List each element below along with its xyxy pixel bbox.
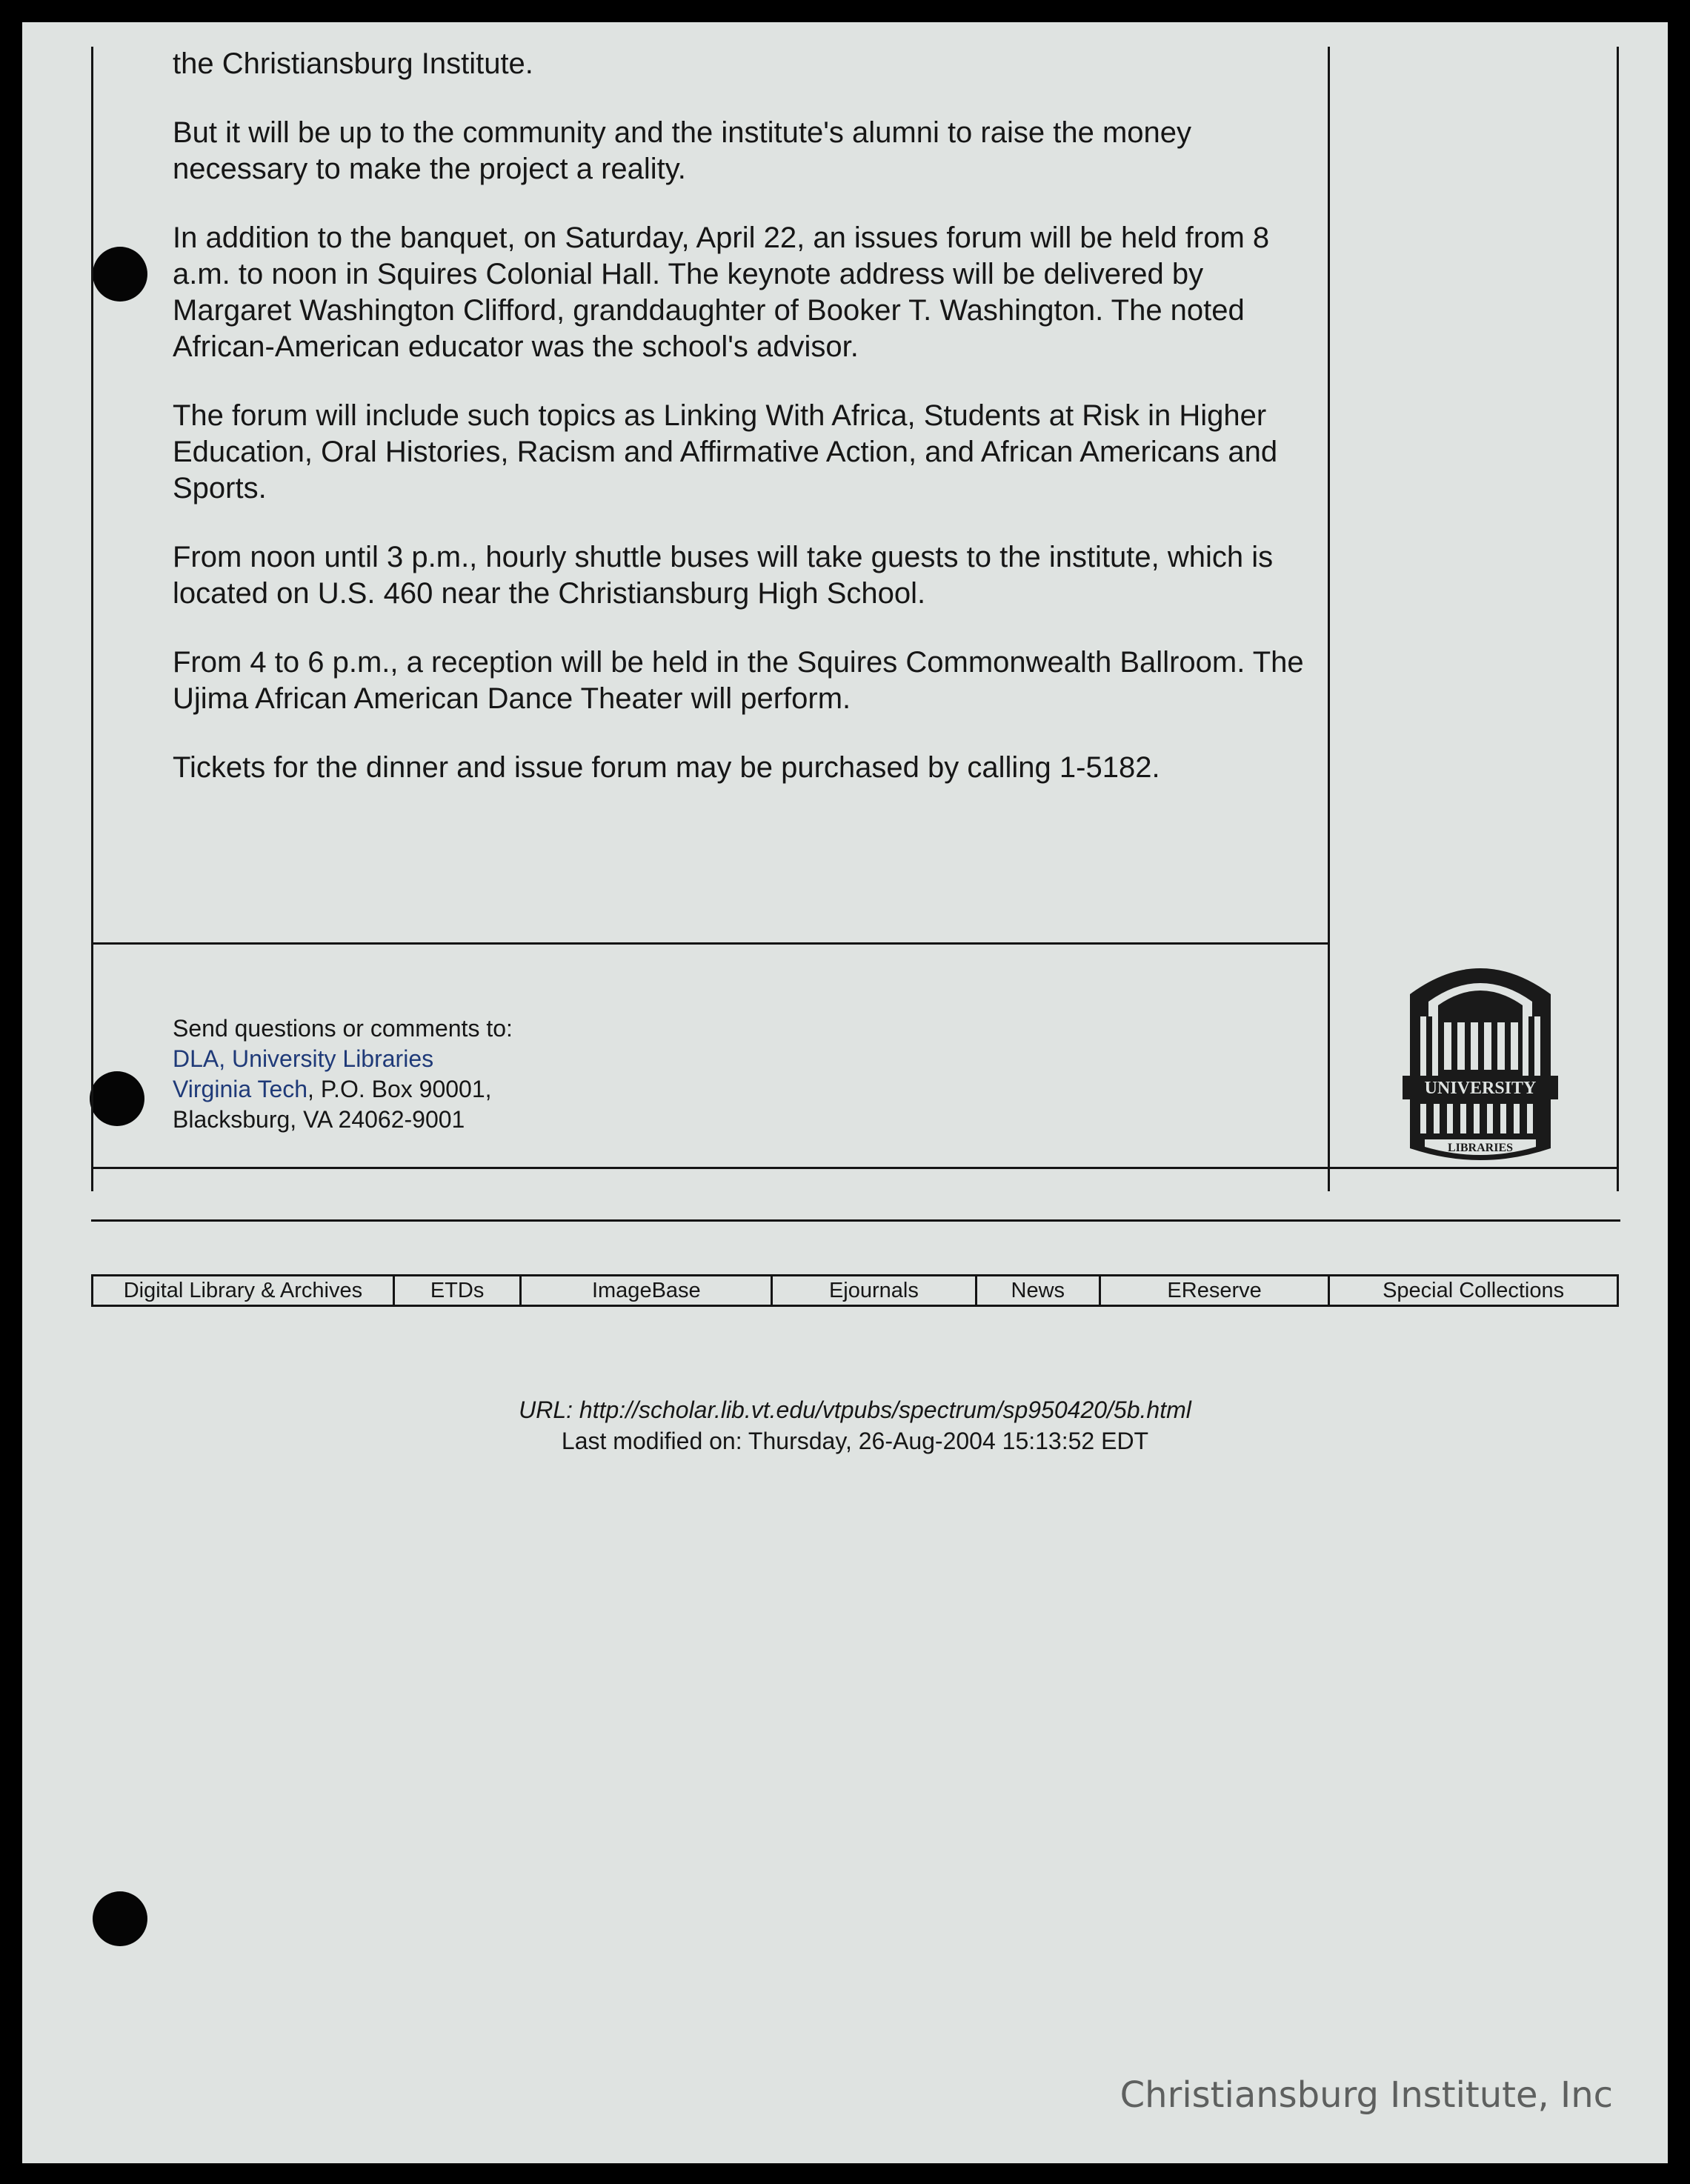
contact-block (173, 1013, 839, 1135)
table-divider (91, 942, 1330, 945)
contact-intro: Send questions or comments to: (173, 1015, 513, 1042)
horizontal-rule (91, 1219, 1620, 1222)
university-libraries-link[interactable]: University Libraries (232, 1045, 434, 1072)
nav-etds[interactable]: ETDs (395, 1276, 522, 1305)
last-modified: Last modified on: Thursday, 26-Aug-2004 15:13:52 EDT (561, 1428, 1149, 1454)
nav-imagebase[interactable]: ImageBase (522, 1276, 773, 1305)
article-paragraph: the Christiansburg Institute. (173, 47, 533, 80)
contact-line-vt (173, 1074, 839, 1105)
watermark: Christiansburg Institute, Inc (1120, 2074, 1613, 2116)
article-paragraph: From 4 to 6 p.m., a reception will be held in the Squires Commonwealth Ballroom. The Ujima African American Dance Theater will perform. (173, 646, 1304, 715)
university-libraries-icon (1395, 950, 1566, 1172)
dla-link[interactable]: DLA (173, 1045, 219, 1072)
table-border-middle (1328, 47, 1330, 1191)
nav-ejournals[interactable]: Ejournals (773, 1276, 977, 1305)
logo-bottom-text: LIBRARIES (1447, 1142, 1514, 1154)
table-border-right (1617, 47, 1619, 1191)
punch-hole (93, 1891, 147, 1946)
article-paragraph: The forum will include such topics as Linking With Africa, Students at Risk in Higher Education, Oral Histories, Racism and Affirmative Action, and African Americans and Sports. (173, 399, 1278, 505)
virginia-tech-link[interactable]: Virginia Tech (173, 1076, 308, 1102)
punch-hole (93, 247, 147, 302)
nav-news[interactable]: News (977, 1276, 1102, 1305)
article-paragraph: In addition to the banquet, on Saturday, April 22, an issues forum will be held from 8 a.m. to noon in Squires Colonial Hall. The keynote address will be delivered by Margaret Washington Clifford, granddaughter of Booker T. Washington. The noted African-American educator was the school's advisor. (173, 222, 1270, 363)
po-box: , P.O. Box 90001, (307, 1076, 492, 1102)
nav-digital-library-archives[interactable]: Digital Library & Archives (93, 1276, 395, 1305)
punch-hole (90, 1071, 144, 1126)
contact-line-dla (173, 1044, 839, 1074)
university-libraries-logo[interactable] (1395, 950, 1566, 1172)
table-border-bottom (91, 1167, 1619, 1169)
article-paragraph: Tickets for the dinner and issue forum may be purchased by calling 1-5182. (173, 751, 1160, 784)
article-paragraph: From noon until 3 p.m., hourly shuttle buses will take guests to the institute, which is located on U.S. 460 near the Christiansburg High School. (173, 541, 1274, 610)
nav-bar (91, 1274, 1619, 1307)
article-body (173, 46, 1306, 819)
scanned-page (22, 22, 1668, 2163)
logo-top-text: UNIVERSITY (1424, 1079, 1537, 1098)
table-border-left (91, 47, 93, 1191)
contact-city: Blacksburg, VA 24062-9001 (173, 1106, 465, 1133)
page-footer (91, 1394, 1619, 1456)
nav-ereserve[interactable]: EReserve (1101, 1276, 1330, 1305)
page-url: URL: http://scholar.lib.vt.edu/vtpubs/spectrum/sp950420/5b.html (519, 1396, 1191, 1423)
comma-separator: , (219, 1045, 226, 1072)
nav-special-collections[interactable]: Special Collections (1383, 1278, 1565, 1302)
article-paragraph: But it will be up to the community and the institute's alumni to raise the money necessary to make the project a reality. (173, 116, 1191, 185)
